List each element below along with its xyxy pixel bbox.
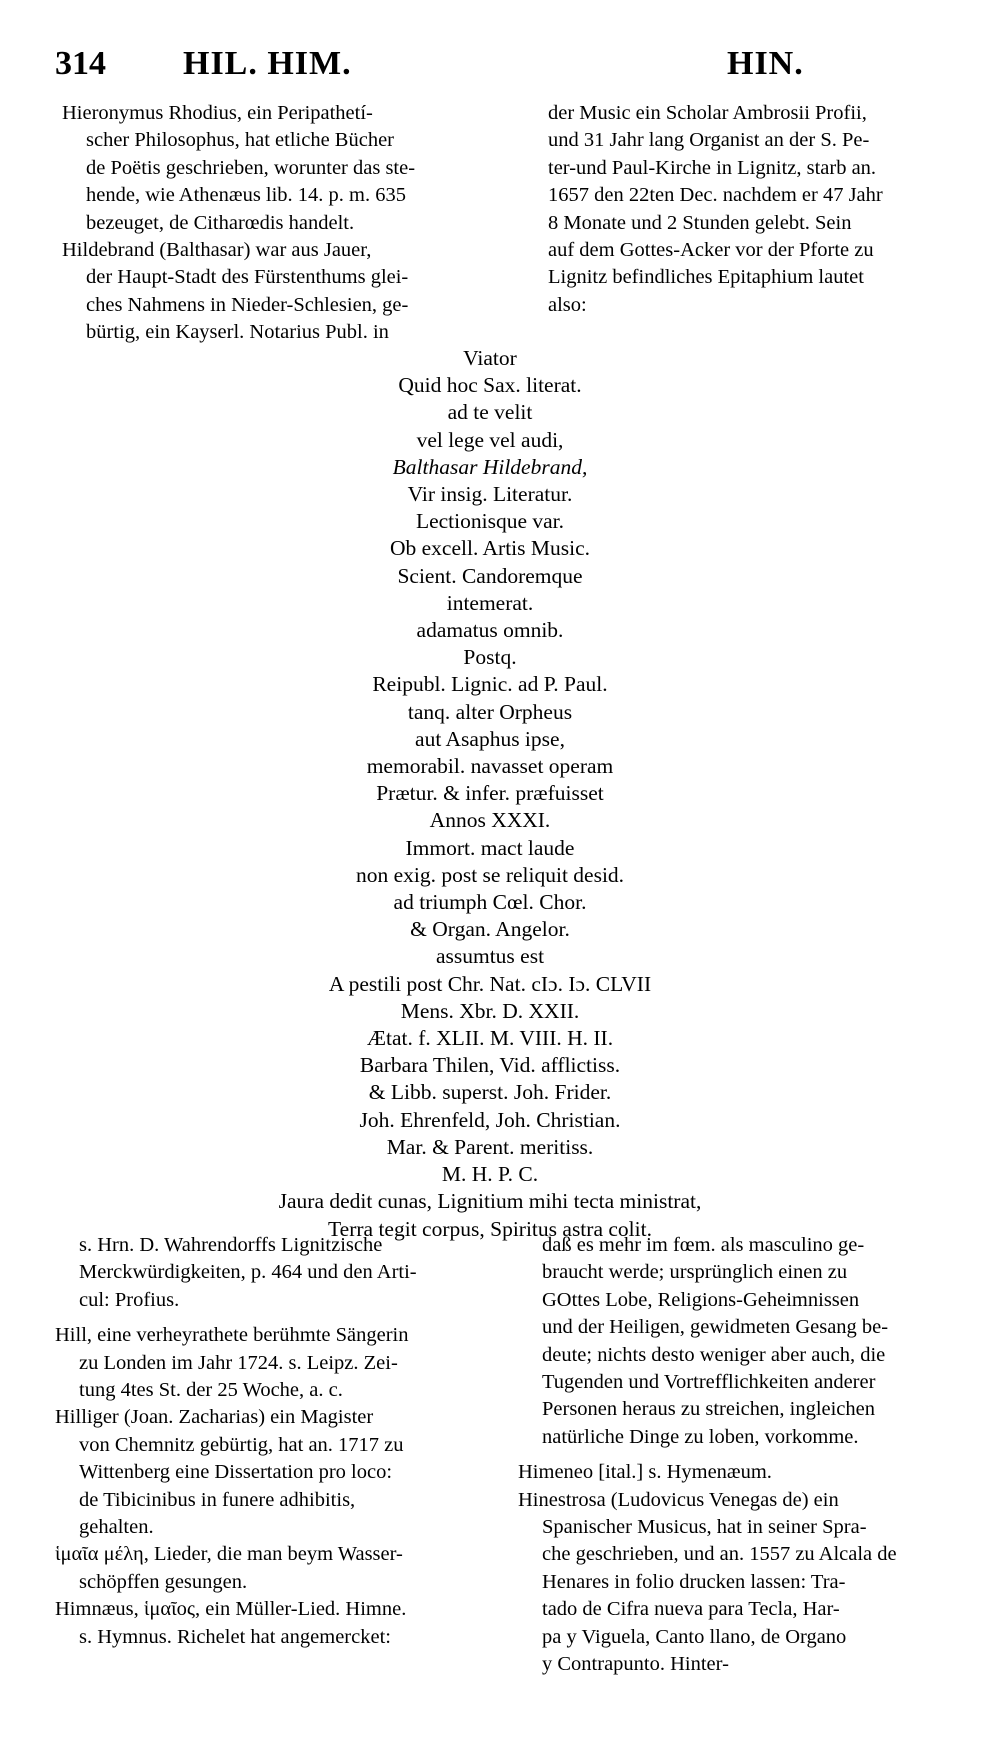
text-line: de Tibicinibus in funere adhibitis, <box>79 1488 356 1511</box>
text-line: ter-und Paul-Kirche in Lignitz, starb an. <box>548 156 877 179</box>
text-line: Merckwürdigkeiten, p. 464 und den Arti- <box>79 1261 417 1284</box>
epitaph-line: Ætat. f. XLII. M. VIII. H. II. <box>366 1026 614 1051</box>
text-line: s. Hrn. D. Wahrendorffs Lignitzische <box>79 1234 383 1256</box>
text-line: ἱμαῖα μέλη, Lieder, die man beym Wasser- <box>55 1543 403 1566</box>
epitaph-line: ad triumph Cœl. Chor. <box>393 890 587 915</box>
text-line: bezeuget, de Citharœdis handelt. <box>86 211 355 234</box>
text-line: braucht werde; ursprünglich einen zu <box>542 1261 848 1284</box>
text-line: Henares in folio drucken lassen: Tra- <box>542 1570 846 1593</box>
text-line: Tugenden und Vortrefflichkeiten anderer <box>542 1371 876 1394</box>
bottom-right-column <box>518 1232 963 1679</box>
text-line: ches Nahmens in Nieder-Schlesien, ge- <box>86 293 409 316</box>
text-line: Hill, eine verheyrathete berühmte Sängerin <box>55 1324 409 1347</box>
text-line: auf dem Gottes-Acker vor der Pforte zu <box>548 239 874 262</box>
epitaph-line: Mar. & Parent. meritiss. <box>386 1134 594 1159</box>
text-line: also: <box>548 293 587 316</box>
text-line: Personen heraus zu streichen, ingleichen <box>542 1398 876 1421</box>
epitaph-line: A pestili post Chr. Nat. cIɔ. Iɔ. CLVII <box>328 971 652 996</box>
text-line: daß es mehr im fœm. als masculino ge- <box>542 1234 865 1256</box>
epitaph-name-line: Balthasar Hildebrand, <box>392 454 588 479</box>
text-line: Himnæus, ἱμαῖος, ein Müller-Lied. Himne. <box>55 1598 407 1621</box>
text-line: pa y Viguela, Canto llano, de Organo <box>542 1625 847 1648</box>
page-number: 314 <box>55 45 106 82</box>
text-line: und der Heiligen, gewidmeten Gesang be- <box>542 1316 889 1339</box>
epitaph-line: intemerat. <box>446 590 534 615</box>
paragraph-gap <box>55 1314 513 1322</box>
text-line: s. Hymnus. Richelet hat angemercket: <box>79 1625 391 1648</box>
epitaph-line: Vir insig. Literatur. <box>407 482 573 507</box>
text-line: Hinestrosa (Ludovicus Venegas de) ein <box>518 1488 839 1511</box>
text-line: Hildebrand (Balthasar) war aus Jauer, <box>62 239 372 262</box>
epitaph-line: Jaura dedit cunas, Lignitium mihi tecta ministrat, <box>278 1189 702 1214</box>
epitaph-line: Viator <box>463 346 517 370</box>
text-line: de Poëtis geschrieben, worunter das ste- <box>86 156 416 179</box>
epitaph-line: vel lege vel audi, <box>416 427 564 452</box>
epitaph-line: Barbara Thilen, Vid. afflictiss. <box>359 1053 621 1078</box>
epitaph-line: ad te velit <box>447 400 533 425</box>
text-line: Wittenberg eine Dissertation pro loco: <box>79 1461 393 1484</box>
epitaph-line: non exig. post se reliquit desid. <box>355 862 625 887</box>
text-line: Hieronymus Rhodius, ein Peripathetí- <box>62 102 373 124</box>
running-head <box>55 45 940 95</box>
epitaph-line: tanq. alter Orpheus <box>407 699 573 724</box>
epitaph-line: Joh. Ehrenfeld, Joh. Christian. <box>359 1107 621 1132</box>
text-line: der Music ein Scholar Ambrosii Profii, <box>548 102 867 124</box>
text-line: deute; nichts desto weniger aber auch, die <box>542 1343 886 1366</box>
bottom-left-column <box>55 1232 513 1651</box>
epitaph-line: Terra tegit corpus, Spiritus astra colit. <box>328 1216 652 1241</box>
text-line: bürtig, ein Kayserl. Notarius Publ. in <box>86 321 389 344</box>
text-line: Lignitz befindliches Epitaphium lautet <box>548 266 864 289</box>
text-line: tado de Cifra nueva para Tecla, Har- <box>542 1598 840 1621</box>
epitaph-line: Ob excell. Artis Music. <box>389 536 591 561</box>
text-line: der Haupt-Stadt des Fürstenthums glei- <box>86 266 409 289</box>
text-line: cul: Profius. <box>79 1288 180 1311</box>
epitaph-line: Quid hoc Sax. literat. <box>398 373 582 398</box>
text-line: von Chemnitz gebürtig, hat an. 1717 zu <box>79 1433 404 1456</box>
text-line: 1657 den 22ten Dec. nachdem er 47 Jahr <box>548 184 883 207</box>
text-line: che geschrieben, und an. 1557 zu Alcala de <box>542 1543 897 1566</box>
epitaph-line: Reipubl. Lignic. ad P. Paul. <box>372 672 608 697</box>
epitaph-line: Mens. Xbr. D. XXII. <box>400 998 580 1023</box>
text-line: natürliche Dinge zu loben, vorkomme. <box>542 1425 859 1448</box>
paragraph-gap <box>518 1451 963 1459</box>
text-line: gehalten. <box>79 1516 154 1539</box>
epitaph-line: assumtus est <box>435 944 545 969</box>
text-line: 8 Monate und 2 Stunden gelebt. Sein <box>548 211 852 234</box>
epitaph-line: aut Asaphus ipse, <box>415 726 565 751</box>
epitaph-line: memorabil. navasset operam <box>366 754 614 779</box>
epitaph <box>100 345 880 1243</box>
epitaph-line: M. H. P. C. <box>441 1162 539 1187</box>
epitaph-line: Immort. mact laude <box>405 835 575 860</box>
text-line: GOttes Lobe, Religions-Geheimnissen <box>542 1288 860 1311</box>
epitaph-line: Postq. <box>463 645 517 670</box>
text-line: y Contrapunto. Hinter- <box>542 1653 729 1676</box>
text-line: scher Philosophus, hat etliche Bücher <box>86 129 395 152</box>
text-line: Spanischer Musicus, hat in seiner Spra- <box>542 1516 867 1539</box>
epitaph-line: Lectionisque var. <box>415 509 565 534</box>
text-line: zu Londen im Jahr 1724. s. Leipz. Zei- <box>79 1351 398 1374</box>
left-heading: HIL. HIM. <box>183 45 352 82</box>
text-line: Hilliger (Joan. Zacharias) ein Magister <box>55 1406 374 1429</box>
text-line: tung 4tes St. der 25 Woche, a. c. <box>79 1379 343 1402</box>
text-line: Himeneo [ital.] s. Hymenæum. <box>518 1461 772 1484</box>
top-right-column <box>548 100 963 319</box>
text-line: schöpffen gesungen. <box>79 1570 248 1593</box>
epitaph-line: Scient. Candoremque <box>397 563 583 588</box>
epitaph-line: Annos XXXI. <box>429 808 551 833</box>
top-left-column <box>62 100 502 347</box>
epitaph-line: & Organ. Angelor. <box>410 917 570 942</box>
text-line: und 31 Jahr lang Organist an der S. Pe- <box>548 129 870 152</box>
epitaph-line: & Libb. superst. Joh. Frider. <box>368 1080 612 1105</box>
right-heading: HIN. <box>727 45 804 82</box>
epitaph-line: Prætur. & infer. præfuisset <box>376 781 604 806</box>
text-line: hende, wie Athenæus lib. 14. p. m. 635 <box>86 184 407 207</box>
epitaph-line: adamatus omnib. <box>416 618 564 643</box>
